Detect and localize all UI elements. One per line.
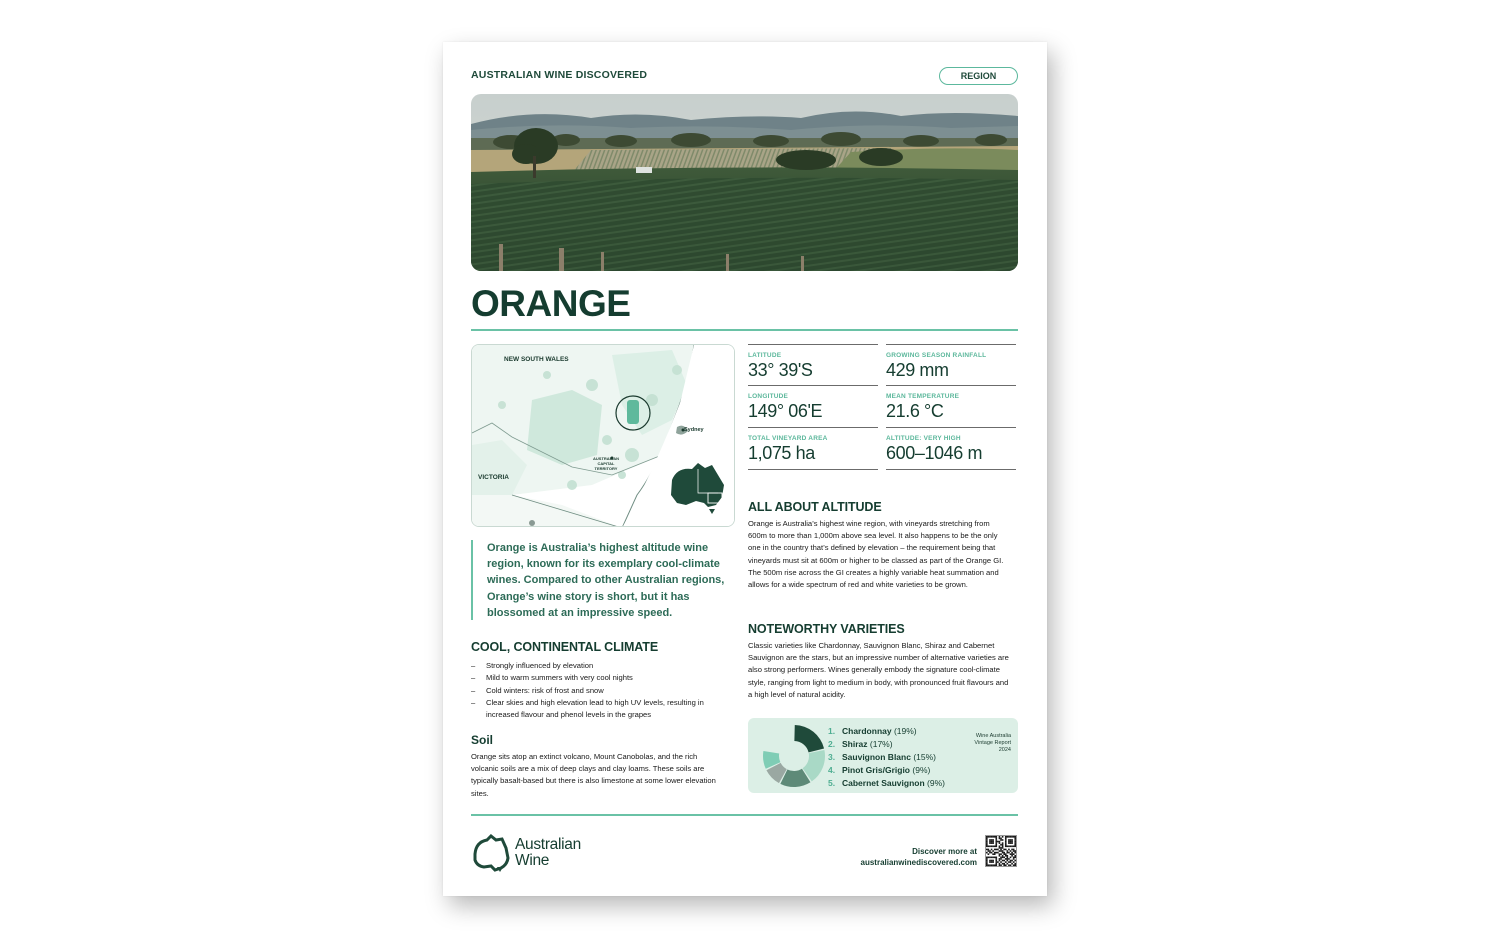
list-item: – Strongly influenced by elevation: [471, 660, 733, 672]
stat-value: 600–1046 m: [886, 443, 983, 463]
region-title: ORANGE: [471, 283, 631, 324]
logo-line-1: Australian: [515, 836, 581, 853]
stat-value: 33° 39'S: [748, 360, 813, 380]
donut-slice-1: [794, 725, 824, 752]
stat-longitude: [748, 386, 878, 428]
discover-link[interactable]: australianwinediscovered.com: [860, 857, 977, 867]
stat-label: LONGITUDE: [748, 393, 789, 400]
stat-value: 21.6 °C: [886, 401, 944, 421]
category-pill: REGION: [939, 67, 1018, 85]
altitude-heading: ALL ABOUT ALTITUDE: [748, 500, 882, 514]
stat-label: GROWING SEASON RAINFALL: [886, 352, 987, 359]
variety-rank: 1.: [828, 726, 836, 736]
list-item: [828, 725, 945, 738]
variety-rank: 4.: [828, 765, 836, 776]
map-label-nsw: NEW SOUTH WALES: [504, 356, 569, 363]
qr-code-icon[interactable]: [985, 835, 1017, 867]
varieties-list: [828, 725, 945, 790]
list-item: – Clear skies and high elevation lead to high UV levels, resulting in increased flavour and phenol levels in the grapes: [471, 697, 733, 722]
vineyard-landscape-image: [471, 94, 1018, 271]
variety-rank: 2.: [828, 739, 836, 750]
map-label-sydney: Sydney: [684, 427, 704, 433]
logo-line-2: Wine: [515, 851, 550, 869]
list-item: – Cold winters: risk of frost and snow: [471, 685, 733, 697]
region-map: [471, 344, 735, 527]
title-divider: [471, 329, 1018, 331]
stat-label: ALTITUDE: VERY HIGH: [886, 435, 961, 442]
list-item: [828, 777, 945, 790]
stat-label: MEAN TEMPERATURE: [886, 393, 960, 400]
list-item: [828, 738, 945, 751]
variety-pct: (17%): [869, 739, 893, 750]
stat-label: LATITUDE: [748, 352, 782, 359]
variety-name: Shiraz: [842, 739, 868, 750]
variety-pct: (19%): [893, 726, 917, 736]
varieties-chart-box: [748, 718, 1018, 793]
fact-sheet: [443, 42, 1047, 896]
list-item: [828, 764, 945, 777]
variety-rank: 3.: [828, 752, 836, 763]
logo-text: [515, 837, 581, 868]
discover-more: [861, 847, 978, 868]
stat-vineyard-area: [748, 428, 878, 470]
stat-value: 1,075 ha: [748, 443, 815, 463]
variety-pct: (9%): [912, 765, 931, 776]
list-item: – Mild to warm summers with very cool nights: [471, 672, 733, 684]
soil-text: Orange sits atop an extinct volcano, Mount Canobolas, and the rich volcanic soils are a mix of deep clays and clay loams. These soils are typically basalt-based but there is also limestone at some lower elevation sites.: [471, 752, 716, 798]
brand-heading: AUSTRALIAN WINE DISCOVERED: [471, 69, 648, 81]
variety-name: Sauvignon Blanc: [842, 752, 911, 763]
hero-vineyard-photo: [471, 94, 1018, 271]
qr-code-pattern: [986, 836, 1016, 866]
footer-divider: [471, 814, 1018, 816]
soil-heading: Soil: [471, 733, 494, 747]
variety-name: Cabernet Sauvignon: [842, 778, 925, 789]
stat-rainfall: [886, 344, 1016, 386]
stat-value: 429 mm: [886, 360, 949, 380]
altitude-text: Orange is Australia’s highest wine region, with vineyards stretching from 600m to more than 1,000m above sea level. It also happens to be the only one in the country that’s defined by elevation – the requirement being that vineyards must sit at 600m or higher to be classed as part of the Orange GI. The 500m rise across the GI creates a highly variable heat summation and allows for a wide spectrum of red and white varieties to be grown.: [748, 519, 1004, 590]
varieties-source: Wine Australia Vintage Report 2024: [974, 733, 1011, 753]
varieties-heading: NOTEWORTHY VARIETIES: [748, 622, 905, 636]
stat-label: TOTAL VINEYARD AREA: [748, 435, 828, 442]
australian-wine-logo: [471, 834, 581, 879]
variety-pct: (9%): [927, 778, 945, 789]
climate-heading: COOL, CONTINENTAL CLIMATE: [471, 640, 659, 654]
varieties-text: Classic varieties like Chardonnay, Sauvignon Blanc, Shiraz and Cabernet Sauvignon are the stars, but an impressive number of alternative varieties are also strong performers. Wines generally embody the signature cool-climate style, ranging from light to medium in body, with pronounced fruit flavours and a high level of natural acidity.: [748, 641, 1009, 699]
discover-line-1: Discover more at: [912, 847, 977, 856]
stat-mean-temperature: [886, 386, 1016, 428]
climate-bullets: [471, 660, 733, 721]
variety-name: Pinot Gris/Grigio: [842, 765, 911, 776]
australia-outline-icon: [471, 834, 511, 874]
map-label-act: AUSTRALIAN CAPITAL TERRITORY: [593, 456, 619, 471]
varieties-donut-chart: [756, 718, 832, 793]
variety-rank: 5.: [828, 778, 836, 789]
intro-quote: Orange is Australia’s highest altitude wine region, known for its exemplary cool-climate wines. Compared to other Australian regions, Orange’s wine story is short, but it has blossomed at an impressive speed.: [471, 540, 733, 620]
list-item: [828, 751, 945, 764]
stat-value: 149° 06'E: [748, 401, 823, 421]
nsw-map-graphic: [472, 345, 735, 527]
stat-latitude: [748, 344, 878, 386]
stat-altitude: [886, 428, 1016, 470]
map-label-victoria: VICTORIA: [478, 474, 509, 481]
variety-pct: (15%): [913, 752, 937, 763]
variety-name: Chardonnay: [842, 726, 892, 736]
